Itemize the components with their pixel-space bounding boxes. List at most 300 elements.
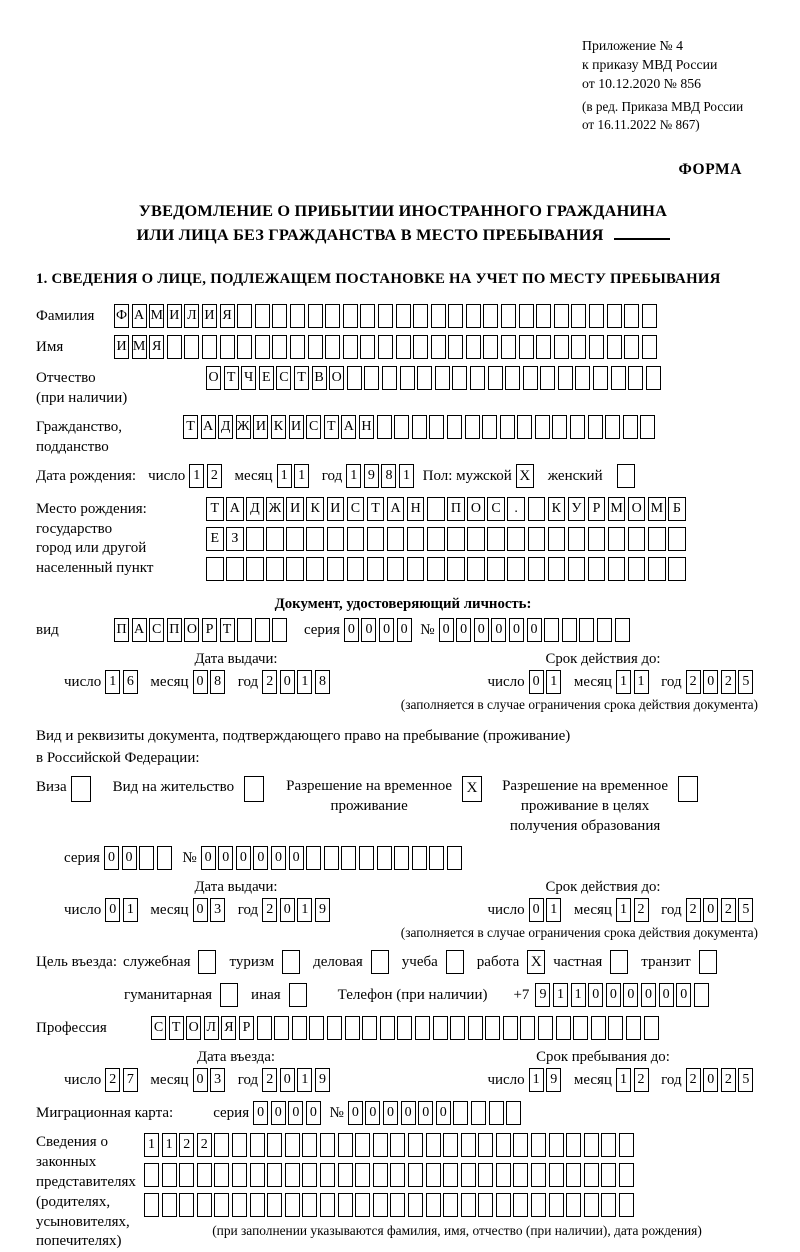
- char-cell[interactable]: К: [548, 497, 566, 521]
- char-cell[interactable]: 1: [123, 898, 138, 922]
- char-cell[interactable]: [468, 1016, 483, 1040]
- char-cell[interactable]: [626, 1016, 641, 1040]
- char-cell[interactable]: [601, 1133, 616, 1157]
- char-cell[interactable]: [519, 304, 534, 328]
- char-cell[interactable]: 2: [197, 1133, 212, 1157]
- char-cell[interactable]: 2: [207, 464, 222, 488]
- char-cell[interactable]: [447, 527, 465, 551]
- char-cell[interactable]: 1: [297, 670, 312, 694]
- char-cell[interactable]: Т: [183, 415, 198, 439]
- char-cell[interactable]: О: [206, 366, 221, 390]
- char-cell[interactable]: П: [447, 497, 465, 521]
- char-cell[interactable]: [257, 1016, 272, 1040]
- char-cell[interactable]: [554, 335, 569, 359]
- char-cell[interactable]: [447, 415, 462, 439]
- char-cell[interactable]: [466, 335, 481, 359]
- char-cell[interactable]: [290, 335, 305, 359]
- char-cell[interactable]: 5: [738, 898, 753, 922]
- char-cell[interactable]: 1: [399, 464, 414, 488]
- char-cell[interactable]: [179, 1193, 194, 1217]
- char-cell[interactable]: Ж: [266, 497, 284, 521]
- char-cell[interactable]: [452, 366, 467, 390]
- char-cell[interactable]: [302, 1163, 317, 1187]
- char-cell[interactable]: [292, 1016, 307, 1040]
- char-cell[interactable]: [447, 557, 465, 581]
- edu-residence-checkbox[interactable]: [678, 776, 698, 802]
- char-cell[interactable]: [144, 1163, 159, 1187]
- char-cell[interactable]: 0: [348, 1101, 363, 1125]
- char-cell[interactable]: [325, 304, 340, 328]
- char-cell[interactable]: [584, 1193, 599, 1217]
- char-cell[interactable]: [179, 1163, 194, 1187]
- char-cell[interactable]: 2: [262, 1068, 277, 1092]
- char-cell[interactable]: Т: [324, 415, 339, 439]
- char-cell[interactable]: К: [306, 497, 324, 521]
- char-cell[interactable]: Ж: [236, 415, 251, 439]
- char-cell[interactable]: [601, 1163, 616, 1187]
- purpose-official-checkbox[interactable]: [198, 950, 216, 974]
- char-cell[interactable]: Т: [206, 497, 224, 521]
- char-cell[interactable]: 0: [105, 898, 120, 922]
- char-cell[interactable]: [345, 1016, 360, 1040]
- char-cell[interactable]: [267, 1133, 282, 1157]
- char-cell[interactable]: [536, 335, 551, 359]
- temp-residence-checkbox[interactable]: X: [462, 776, 482, 802]
- char-cell[interactable]: [429, 846, 444, 870]
- char-cell[interactable]: [519, 335, 534, 359]
- char-cell[interactable]: [232, 1163, 247, 1187]
- char-cell[interactable]: С: [487, 497, 505, 521]
- char-cell[interactable]: [320, 1193, 335, 1217]
- char-cell[interactable]: [554, 304, 569, 328]
- char-cell[interactable]: 0: [509, 618, 524, 642]
- char-cell[interactable]: [523, 366, 538, 390]
- char-cell[interactable]: 8: [315, 670, 330, 694]
- purpose-study-checkbox[interactable]: [446, 950, 464, 974]
- char-cell[interactable]: [642, 335, 657, 359]
- char-cell[interactable]: [549, 1163, 564, 1187]
- char-cell[interactable]: [607, 335, 622, 359]
- char-cell[interactable]: [571, 335, 586, 359]
- char-cell[interactable]: [214, 1163, 229, 1187]
- char-cell[interactable]: Я: [221, 1016, 236, 1040]
- char-cell[interactable]: 0: [676, 983, 691, 1007]
- char-cell[interactable]: 0: [289, 846, 304, 870]
- char-cell[interactable]: [619, 1193, 634, 1217]
- char-cell[interactable]: 0: [606, 983, 621, 1007]
- char-cell[interactable]: С: [151, 1016, 166, 1040]
- char-cell[interactable]: А: [387, 497, 405, 521]
- char-cell[interactable]: [429, 415, 444, 439]
- char-cell[interactable]: И: [327, 497, 345, 521]
- char-cell[interactable]: 0: [623, 983, 638, 1007]
- char-cell[interactable]: У: [568, 497, 586, 521]
- char-cell[interactable]: Я: [220, 304, 235, 328]
- char-cell[interactable]: .: [507, 497, 525, 521]
- char-cell[interactable]: [378, 304, 393, 328]
- char-cell[interactable]: [325, 335, 340, 359]
- char-cell[interactable]: [431, 304, 446, 328]
- char-cell[interactable]: [562, 618, 577, 642]
- purpose-humanitarian-checkbox[interactable]: [220, 983, 238, 1007]
- char-cell[interactable]: Е: [206, 527, 224, 551]
- char-cell[interactable]: [237, 618, 252, 642]
- char-cell[interactable]: [619, 1133, 634, 1157]
- char-cell[interactable]: [417, 366, 432, 390]
- char-cell[interactable]: [290, 304, 305, 328]
- char-cell[interactable]: 5: [738, 1068, 753, 1092]
- char-cell[interactable]: [482, 415, 497, 439]
- char-cell[interactable]: [538, 1016, 553, 1040]
- purpose-work-checkbox[interactable]: X: [527, 950, 545, 974]
- char-cell[interactable]: [272, 335, 287, 359]
- char-cell[interactable]: [272, 618, 287, 642]
- char-cell[interactable]: [628, 366, 643, 390]
- char-cell[interactable]: [566, 1163, 581, 1187]
- char-cell[interactable]: [435, 366, 450, 390]
- char-cell[interactable]: [467, 527, 485, 551]
- char-cell[interactable]: С: [276, 366, 291, 390]
- char-cell[interactable]: [566, 1133, 581, 1157]
- char-cell[interactable]: 2: [634, 1068, 649, 1092]
- char-cell[interactable]: 9: [546, 1068, 561, 1092]
- char-cell[interactable]: [286, 527, 304, 551]
- char-cell[interactable]: 1: [105, 670, 120, 694]
- char-cell[interactable]: [461, 1193, 476, 1217]
- char-cell[interactable]: [536, 304, 551, 328]
- char-cell[interactable]: [408, 1133, 423, 1157]
- purpose-tourism-checkbox[interactable]: [282, 950, 300, 974]
- char-cell[interactable]: 2: [721, 670, 736, 694]
- char-cell[interactable]: [611, 366, 626, 390]
- char-cell[interactable]: [483, 304, 498, 328]
- char-cell[interactable]: 9: [535, 983, 550, 1007]
- char-cell[interactable]: [412, 415, 427, 439]
- char-cell[interactable]: [380, 1016, 395, 1040]
- char-cell[interactable]: 1: [529, 1068, 544, 1092]
- char-cell[interactable]: [415, 1016, 430, 1040]
- char-cell[interactable]: [450, 1016, 465, 1040]
- char-cell[interactable]: [642, 304, 657, 328]
- char-cell[interactable]: [359, 846, 374, 870]
- char-cell[interactable]: [394, 415, 409, 439]
- purpose-business-checkbox[interactable]: [371, 950, 389, 974]
- char-cell[interactable]: [197, 1163, 212, 1187]
- char-cell[interactable]: М: [608, 497, 626, 521]
- char-cell[interactable]: [347, 366, 362, 390]
- char-cell[interactable]: 2: [179, 1133, 194, 1157]
- char-cell[interactable]: [377, 846, 392, 870]
- char-cell[interactable]: [320, 1163, 335, 1187]
- char-cell[interactable]: [412, 846, 427, 870]
- char-cell[interactable]: 8: [381, 464, 396, 488]
- char-cell[interactable]: 0: [365, 1101, 380, 1125]
- char-cell[interactable]: [443, 1133, 458, 1157]
- char-cell[interactable]: 0: [401, 1101, 416, 1125]
- char-cell[interactable]: [390, 1193, 405, 1217]
- char-cell[interactable]: [588, 557, 606, 581]
- char-cell[interactable]: [648, 527, 666, 551]
- char-cell[interactable]: 0: [271, 846, 286, 870]
- char-cell[interactable]: [431, 335, 446, 359]
- char-cell[interactable]: [461, 1163, 476, 1187]
- char-cell[interactable]: [377, 415, 392, 439]
- char-cell[interactable]: 0: [659, 983, 674, 1007]
- visa-checkbox[interactable]: [71, 776, 91, 802]
- char-cell[interactable]: 0: [474, 618, 489, 642]
- char-cell[interactable]: [237, 304, 252, 328]
- char-cell[interactable]: 0: [529, 670, 544, 694]
- char-cell[interactable]: [338, 1163, 353, 1187]
- char-cell[interactable]: [535, 415, 550, 439]
- char-cell[interactable]: 2: [721, 1068, 736, 1092]
- char-cell[interactable]: [608, 1016, 623, 1040]
- char-cell[interactable]: [588, 527, 606, 551]
- char-cell[interactable]: [387, 527, 405, 551]
- char-cell[interactable]: [255, 618, 270, 642]
- char-cell[interactable]: [427, 527, 445, 551]
- char-cell[interactable]: [360, 335, 375, 359]
- char-cell[interactable]: 1: [297, 898, 312, 922]
- char-cell[interactable]: [184, 335, 199, 359]
- char-cell[interactable]: [531, 1133, 546, 1157]
- char-cell[interactable]: [517, 415, 532, 439]
- char-cell[interactable]: [266, 527, 284, 551]
- char-cell[interactable]: [232, 1133, 247, 1157]
- char-cell[interactable]: [668, 527, 686, 551]
- char-cell[interactable]: [624, 335, 639, 359]
- char-cell[interactable]: [466, 304, 481, 328]
- char-cell[interactable]: Т: [169, 1016, 184, 1040]
- char-cell[interactable]: [597, 618, 612, 642]
- purpose-private-checkbox[interactable]: [610, 950, 628, 974]
- char-cell[interactable]: Н: [407, 497, 425, 521]
- purpose-other-checkbox[interactable]: [289, 983, 307, 1007]
- char-cell[interactable]: [470, 366, 485, 390]
- char-cell[interactable]: [308, 304, 323, 328]
- char-cell[interactable]: Л: [204, 1016, 219, 1040]
- char-cell[interactable]: 1: [346, 464, 361, 488]
- char-cell[interactable]: [579, 618, 594, 642]
- char-cell[interactable]: М: [149, 304, 164, 328]
- char-cell[interactable]: [507, 527, 525, 551]
- char-cell[interactable]: 0: [703, 898, 718, 922]
- char-cell[interactable]: И: [289, 415, 304, 439]
- char-cell[interactable]: [408, 1163, 423, 1187]
- char-cell[interactable]: [465, 415, 480, 439]
- char-cell[interactable]: Л: [184, 304, 199, 328]
- char-cell[interactable]: 1: [546, 898, 561, 922]
- char-cell[interactable]: А: [201, 415, 216, 439]
- sex-female-checkbox[interactable]: [617, 464, 635, 488]
- char-cell[interactable]: О: [186, 1016, 201, 1040]
- char-cell[interactable]: [648, 557, 666, 581]
- char-cell[interactable]: [266, 557, 284, 581]
- char-cell[interactable]: [255, 335, 270, 359]
- char-cell[interactable]: [568, 557, 586, 581]
- char-cell[interactable]: 1: [616, 1068, 631, 1092]
- char-cell[interactable]: [471, 1101, 486, 1125]
- char-cell[interactable]: [373, 1193, 388, 1217]
- char-cell[interactable]: [390, 1133, 405, 1157]
- char-cell[interactable]: [487, 527, 505, 551]
- char-cell[interactable]: [588, 415, 603, 439]
- char-cell[interactable]: [246, 527, 264, 551]
- char-cell[interactable]: И: [253, 415, 268, 439]
- char-cell[interactable]: 0: [104, 846, 119, 870]
- char-cell[interactable]: [584, 1133, 599, 1157]
- char-cell[interactable]: И: [114, 335, 129, 359]
- char-cell[interactable]: [615, 618, 630, 642]
- char-cell[interactable]: [558, 366, 573, 390]
- char-cell[interactable]: [549, 1133, 564, 1157]
- char-cell[interactable]: [306, 557, 324, 581]
- char-cell[interactable]: [478, 1193, 493, 1217]
- char-cell[interactable]: [573, 1016, 588, 1040]
- char-cell[interactable]: М: [132, 335, 147, 359]
- char-cell[interactable]: [607, 304, 622, 328]
- char-cell[interactable]: [267, 1193, 282, 1217]
- char-cell[interactable]: [396, 335, 411, 359]
- char-cell[interactable]: 0: [288, 1101, 303, 1125]
- char-cell[interactable]: [505, 366, 520, 390]
- char-cell[interactable]: [341, 846, 356, 870]
- char-cell[interactable]: [513, 1133, 528, 1157]
- char-cell[interactable]: [624, 304, 639, 328]
- char-cell[interactable]: [608, 557, 626, 581]
- char-cell[interactable]: Я: [149, 335, 164, 359]
- char-cell[interactable]: И: [286, 497, 304, 521]
- char-cell[interactable]: 2: [686, 1068, 701, 1092]
- char-cell[interactable]: [206, 557, 224, 581]
- char-cell[interactable]: 0: [271, 1101, 286, 1125]
- char-cell[interactable]: [407, 557, 425, 581]
- char-cell[interactable]: 1: [277, 464, 292, 488]
- char-cell[interactable]: [355, 1193, 370, 1217]
- char-cell[interactable]: 0: [527, 618, 542, 642]
- char-cell[interactable]: 0: [703, 670, 718, 694]
- char-cell[interactable]: [274, 1016, 289, 1040]
- char-cell[interactable]: [619, 1163, 634, 1187]
- char-cell[interactable]: [338, 1133, 353, 1157]
- char-cell[interactable]: 0: [236, 846, 251, 870]
- char-cell[interactable]: 0: [491, 618, 506, 642]
- char-cell[interactable]: 0: [253, 846, 268, 870]
- char-cell[interactable]: [489, 1101, 504, 1125]
- char-cell[interactable]: 0: [379, 618, 394, 642]
- char-cell[interactable]: [302, 1193, 317, 1217]
- char-cell[interactable]: 0: [193, 898, 208, 922]
- char-cell[interactable]: [513, 1193, 528, 1217]
- char-cell[interactable]: [396, 304, 411, 328]
- char-cell[interactable]: [382, 366, 397, 390]
- char-cell[interactable]: [566, 1193, 581, 1217]
- char-cell[interactable]: [478, 1133, 493, 1157]
- char-cell[interactable]: [589, 335, 604, 359]
- char-cell[interactable]: [531, 1163, 546, 1187]
- char-cell[interactable]: [167, 335, 182, 359]
- char-cell[interactable]: [237, 335, 252, 359]
- char-cell[interactable]: [347, 557, 365, 581]
- char-cell[interactable]: 2: [262, 670, 277, 694]
- char-cell[interactable]: [575, 366, 590, 390]
- char-cell[interactable]: 5: [738, 670, 753, 694]
- char-cell[interactable]: О: [184, 618, 199, 642]
- char-cell[interactable]: [496, 1193, 511, 1217]
- char-cell[interactable]: [584, 1163, 599, 1187]
- char-cell[interactable]: [327, 527, 345, 551]
- char-cell[interactable]: [413, 335, 428, 359]
- char-cell[interactable]: [267, 1163, 282, 1187]
- char-cell[interactable]: [397, 1016, 412, 1040]
- char-cell[interactable]: А: [132, 304, 147, 328]
- char-cell[interactable]: [544, 618, 559, 642]
- char-cell[interactable]: Т: [224, 366, 239, 390]
- char-cell[interactable]: [644, 1016, 659, 1040]
- char-cell[interactable]: [694, 983, 709, 1007]
- char-cell[interactable]: 1: [144, 1133, 159, 1157]
- char-cell[interactable]: [433, 1016, 448, 1040]
- char-cell[interactable]: 0: [383, 1101, 398, 1125]
- char-cell[interactable]: [593, 366, 608, 390]
- char-cell[interactable]: 0: [344, 618, 359, 642]
- char-cell[interactable]: [362, 1016, 377, 1040]
- char-cell[interactable]: [308, 335, 323, 359]
- char-cell[interactable]: [413, 304, 428, 328]
- char-cell[interactable]: 2: [105, 1068, 120, 1092]
- char-cell[interactable]: [407, 527, 425, 551]
- char-cell[interactable]: [214, 1133, 229, 1157]
- char-cell[interactable]: 6: [123, 670, 138, 694]
- char-cell[interactable]: 0: [529, 898, 544, 922]
- char-cell[interactable]: Т: [367, 497, 385, 521]
- char-cell[interactable]: [197, 1193, 212, 1217]
- char-cell[interactable]: 0: [280, 898, 295, 922]
- char-cell[interactable]: [367, 527, 385, 551]
- char-cell[interactable]: О: [628, 497, 646, 521]
- char-cell[interactable]: [373, 1133, 388, 1157]
- char-cell[interactable]: [443, 1193, 458, 1217]
- char-cell[interactable]: [548, 527, 566, 551]
- char-cell[interactable]: [364, 366, 379, 390]
- char-cell[interactable]: 0: [436, 1101, 451, 1125]
- char-cell[interactable]: [162, 1163, 177, 1187]
- char-cell[interactable]: С: [347, 497, 365, 521]
- char-cell[interactable]: [327, 1016, 342, 1040]
- char-cell[interactable]: 0: [703, 1068, 718, 1092]
- char-cell[interactable]: З: [226, 527, 244, 551]
- char-cell[interactable]: [605, 415, 620, 439]
- char-cell[interactable]: [255, 304, 270, 328]
- char-cell[interactable]: 1: [616, 670, 631, 694]
- char-cell[interactable]: [309, 1016, 324, 1040]
- char-cell[interactable]: [500, 415, 515, 439]
- char-cell[interactable]: [601, 1193, 616, 1217]
- char-cell[interactable]: [347, 527, 365, 551]
- char-cell[interactable]: А: [341, 415, 356, 439]
- char-cell[interactable]: 1: [189, 464, 204, 488]
- char-cell[interactable]: [390, 1163, 405, 1187]
- char-cell[interactable]: П: [167, 618, 182, 642]
- char-cell[interactable]: 9: [364, 464, 379, 488]
- char-cell[interactable]: 2: [686, 670, 701, 694]
- char-cell[interactable]: [501, 304, 516, 328]
- char-cell[interactable]: Д: [246, 497, 264, 521]
- char-cell[interactable]: Т: [220, 618, 235, 642]
- char-cell[interactable]: [272, 304, 287, 328]
- char-cell[interactable]: К: [271, 415, 286, 439]
- char-cell[interactable]: [162, 1193, 177, 1217]
